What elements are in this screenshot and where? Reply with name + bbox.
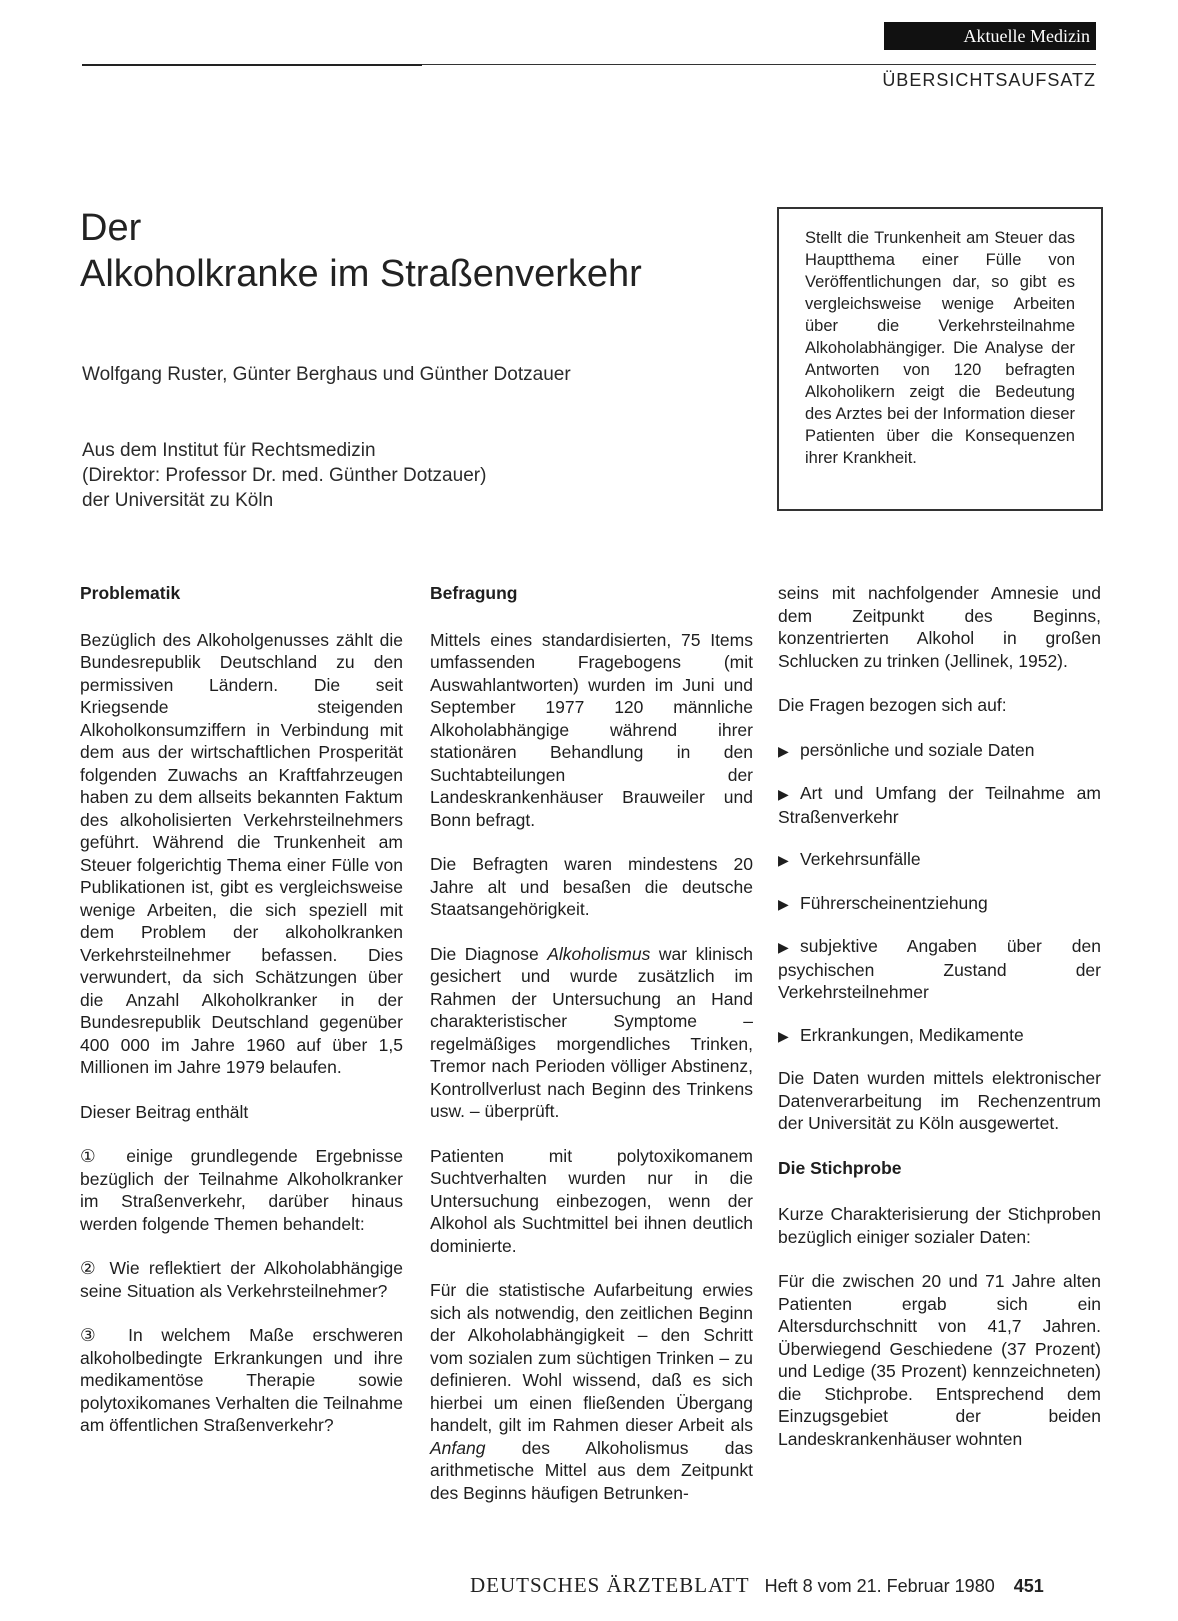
paragraph: ② Wie reflektiert der Alkoholabhängige seine Situation als Verkehrsteilnehmer? <box>80 1258 403 1301</box>
magazine-name: DEUTSCHES ÄRZTEBLATT <box>470 1573 750 1597</box>
bullet-text: Erkrankungen, Medikamente <box>800 1024 1024 1045</box>
bullet-item <box>778 848 1101 872</box>
institute-line-1: Aus dem Institut für Rechtsmedizin <box>82 440 376 461</box>
text-run: Für die statistische Aufarbeitung erwies sich als notwendig, den zeitlichen Beginn der Alkoholabhängigkeit – den Schritt vom sozialen zum süchtigen Trinken – zu definieren. Wohl wissend, daß es sich hierbei um einen fließenden Übergang handelt, gilt im Rahmen dieser Arbeit als <box>430 1280 753 1435</box>
abstract-box: Stellt die Trunkenheit am Steuer das Hauptthema einer Fülle von Veröffentlichungen dar, so gibt es vergleichsweise wenige Arbeiten über die Verkehrsteilnahme Alkoholabhängiger. Die Analyse der Antworten von 120 befragten Alkoholikern zeigt die Bedeutung des Arztes bei der Information dieser Patienten über die Konsequenzen ihrer Krankheit. <box>777 207 1103 511</box>
paragraph: Die Daten wurden mittels elektronischer Datenverarbeitung im Rechenzentrum der Universität zu Köln ausgewertet. <box>778 1068 1101 1133</box>
paragraph: Mittels eines standardisierten, 75 Items umfassenden Fragebogens (mit Auswahlantworten) wurden im Juni und September 1977 120 männliche Alkoholabhängige während ihrer stationären Behandlung in den Suchtabteilungen der Landeskrankenhäuser Brauweiler und Bonn befragt. <box>430 629 753 830</box>
article-type: ÜBERSICHTSAUFSATZ <box>882 70 1096 90</box>
column-1 <box>80 582 403 1459</box>
paragraph: Für die zwischen 20 und 71 Jahre alten Patienten ergab sich ein Altersdurchschnitt von 41,7 Jahren. Überwiegend Geschiedene (37 Prozent) und Ledige (35 Prozent) kennzeichneten) die Stichprobe. Entsprechend dem Einzugsgebiet der beiden Landeskrankenhäuser wohnten <box>778 1271 1101 1449</box>
text-run: des Alkoholismus das arithmetische Mittel aus dem Zeitpunkt des Beginns häufigen Betrunken- <box>430 1437 753 1503</box>
institute <box>82 438 486 513</box>
paragraph: Die Befragten waren mindestens 20 Jahre alt und besaßen die deutsche Staatsangehörigkeit. <box>430 854 753 919</box>
bullet-item <box>778 739 1101 763</box>
bullet-item <box>778 782 1101 828</box>
triangle-bullet-icon: ▶ <box>778 852 789 868</box>
paragraph: Dieser Beitrag enthält <box>80 1101 249 1122</box>
paragraph: seins mit nachfolgender Amnesie und dem Zeitpunkt des Beginns, konzentrierten Alkohol in großen Schlucken zu trinken (Jellinek, 1952). <box>778 583 1101 671</box>
section-heading-befragung: Befragung <box>430 583 518 603</box>
paragraph <box>430 943 753 1123</box>
triangle-bullet-icon: ▶ <box>778 939 789 955</box>
column-3 <box>778 582 1101 1472</box>
text-run: Die Diagnose <box>430 943 548 964</box>
header-rule-accent <box>82 64 422 66</box>
bullet-item <box>778 1024 1101 1048</box>
triangle-bullet-icon: ▶ <box>778 895 789 912</box>
section-tag: Aktuelle Medizin <box>884 22 1096 50</box>
bullet-text: subjektive Angaben über den psychischen Zustand der Verkehrsteilnehmer <box>778 936 1101 1002</box>
bullet-text: persönliche und soziale Daten <box>800 739 1035 760</box>
emphasis: Anfang <box>430 1437 486 1458</box>
page-number: 451 <box>1013 1576 1044 1596</box>
triangle-bullet-icon: ▶ <box>778 1027 789 1044</box>
institute-line-2: (Direktor: Professor Dr. med. Günther Dotzauer) <box>82 465 487 486</box>
bullet-item <box>778 935 1101 1004</box>
issue-info: Heft 8 vom 21. Februar 1980 <box>764 1576 995 1596</box>
bullet-item <box>778 892 1101 916</box>
title-line-1: Der <box>80 207 142 249</box>
emphasis: Alkoholismus <box>547 943 651 964</box>
paragraph: ③ In welchem Maße erschweren alkoholbedingte Erkrankungen und ihre medikamentöse Therapie sowie polytoxikomanes Verhalten die Teilnahme am öffentlichen Straßenverkehr? <box>80 1325 403 1435</box>
triangle-bullet-icon: ▶ <box>778 786 789 802</box>
section-heading-problematik: Problematik <box>80 583 181 603</box>
column-2 <box>430 582 753 1526</box>
text-run: war klinisch gesichert und wurde zusätzlich im Rahmen der Untersuchung an Hand charakteristischer Symptome – regelmäßiges morgendliches Trinken, Tremor nach Perioden völliger Abstinenz, Kontrollverlust nach Beginn des Trinkens usw. – überprüft. <box>430 943 753 1121</box>
bullet-text: Verkehrsunfälle <box>800 849 921 869</box>
authors: Wolfgang Ruster, Günter Berghaus und Günther Dotzauer <box>82 364 571 385</box>
section-heading-stichprobe: Die Stichprobe <box>778 1157 902 1178</box>
triangle-bullet-icon: ▶ <box>778 742 789 759</box>
title-line-2: Alkoholkranke im Straßenverkehr <box>80 253 642 295</box>
paragraph: Bezüglich des Alkoholgenusses zählt die Bundesrepublik Deutschland zu den permissiven Ländern. Die seit Kriegsende steigenden Alkoholkonsumziffern in Verbindung mit dem aus der wirtschaftlichen Prosperität folgenden Zuwachs an Kraftfahrzeugen haben zu dem allseits bekannten Faktum des alkoholisierten Verkehrsteilnehmers geführt. Während die Trunkenheit am Steuer folgerichtig Thema einer Fülle von Publikationen ist, gibt es vergleichsweise wenige Arbeiten, die sich speziell mit dem Problem der alkoholkranken Verkehrsteilnehmer befassen. Dies verwundert, da sich Schätzungen über die Anzahl Alkoholkranker in der Bundesrepublik Deutschland gegenüber 400 000 im Jahre 1960 auf über 1,5 Millionen im Jahre 1979 belaufen. <box>80 629 403 1077</box>
bullet-text: Art und Umfang der Teilnahme am Straßenverkehr <box>778 783 1101 827</box>
bullet-text: Führerscheinentziehung <box>800 892 988 913</box>
paragraph: ① einige grundlegende Ergebnisse bezüglich der Teilnahme Alkoholkranker im Straßenverkehr, darüber hinaus werden folgende Themen behandelt: <box>80 1146 403 1234</box>
paragraph <box>430 1279 753 1504</box>
paragraph: Patienten mit polytoxikomanem Suchtverhalten wurden nur in die Untersuchung einbezogen, wenn der Alkohol als Suchtmittel bei ihnen deutlich dominierte. <box>430 1145 753 1256</box>
page-footer <box>470 1573 1044 1598</box>
paragraph: Kurze Charakterisierung der Stichproben bezüglich einiger sozialer Daten: <box>778 1204 1101 1247</box>
institute-line-3: der Universität zu Köln <box>82 490 274 511</box>
paragraph: Die Fragen bezogen sich auf: <box>778 695 1007 715</box>
article-title <box>80 205 642 297</box>
